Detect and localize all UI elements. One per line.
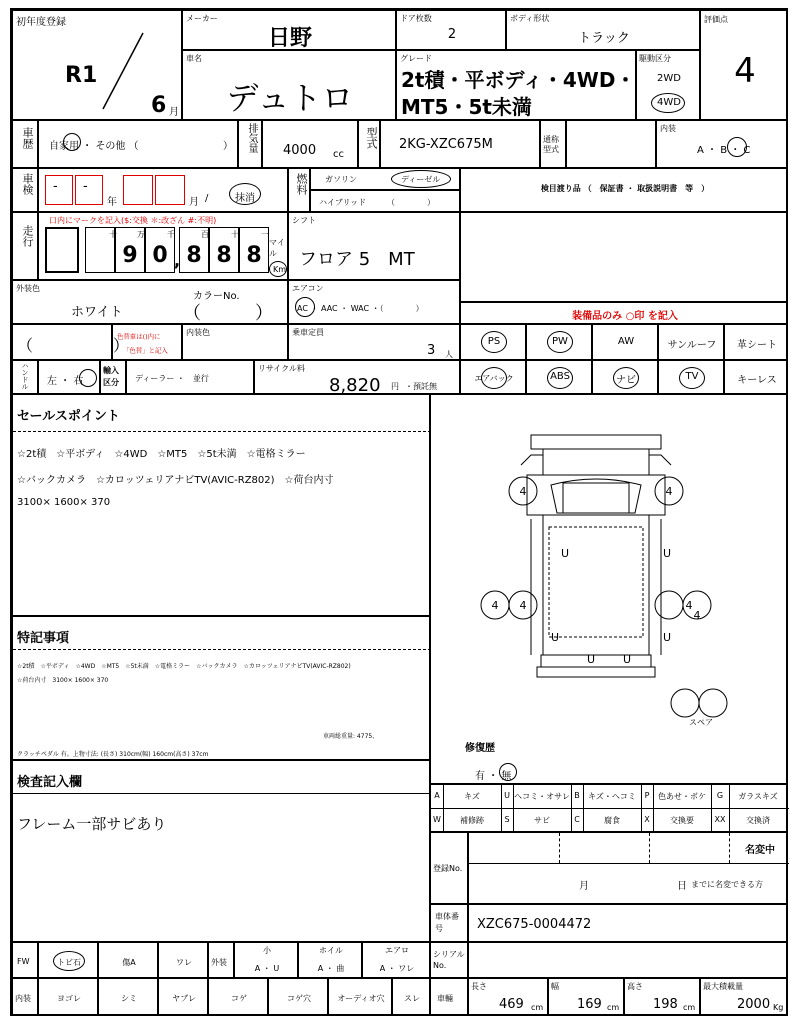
maker-cell <box>182 10 396 50</box>
sales-line3: 3100× 1600× 370 <box>17 497 111 508</box>
grade-cell <box>396 50 636 120</box>
interior-item-label: シミ <box>121 994 137 1003</box>
equip-navi-circle <box>613 367 639 389</box>
chassis-cell <box>468 904 788 942</box>
mileage-unit-3: 百 <box>201 230 209 239</box>
legend-1-4: C <box>574 815 580 824</box>
legend-1-7: 交換要 <box>670 816 694 825</box>
mileage-mile: マイル <box>269 238 285 258</box>
legend-0-0: A <box>434 791 440 800</box>
equip-ps-label: PS <box>487 336 501 347</box>
docs-area <box>460 212 788 302</box>
fuel-diesel: ディーゼル <box>401 175 441 184</box>
mileage-digit-0: 9 <box>122 243 138 268</box>
legend-1-5: 腐食 <box>604 816 620 825</box>
interior-item-5 <box>328 978 392 1016</box>
mileage-comma: , <box>174 251 181 270</box>
import-label: 輸入区分 <box>103 366 119 387</box>
registration-month: 月 <box>579 881 589 892</box>
car-name-label: 車名 <box>186 54 202 63</box>
model-cell <box>380 120 540 168</box>
diagram-cell <box>430 394 788 784</box>
interior-item-label: コゲ <box>231 994 247 1003</box>
reg-slash <box>98 31 148 111</box>
inspection-expired: 抹消 <box>235 193 255 204</box>
dims-length <box>468 978 548 1016</box>
check-title: 検査記入欄 <box>17 775 83 790</box>
legend-1-0: W <box>433 815 441 824</box>
interior-item-2 <box>158 978 208 1016</box>
auction-sheet <box>10 8 788 1016</box>
score-label: 評価点 <box>704 15 728 24</box>
exterior-color-cell <box>12 280 288 324</box>
fuel-other: （ ） <box>387 198 435 207</box>
registration-cell <box>12 10 182 120</box>
special-line1: ☆2t積 ☆平ボディ ☆4WD ☆MT5 ☆5t未満 ☆電格ミラー ☆バックカメラ ☆カロッツェリアナビTV(AVIC-RZ802) <box>17 663 351 670</box>
mark-1: 4 <box>665 485 673 498</box>
dims-length-unit: cm <box>531 1003 544 1012</box>
serial-cell <box>468 942 788 978</box>
fw-item-0-label: トビ石 <box>57 958 81 967</box>
exterior-small <box>234 942 298 978</box>
sales-title: セールスポイント <box>17 409 120 424</box>
dims-height-unit: cm <box>683 1003 696 1012</box>
dims-load-unit: Kg <box>773 1003 784 1012</box>
equip-navi <box>592 360 658 394</box>
fuel-label-cell <box>288 168 310 212</box>
equip-title-cell <box>460 302 788 324</box>
mileage-unit-4: 十 <box>231 230 239 239</box>
color-change-note2: 「色替」と記入 <box>123 346 168 355</box>
dims-load-value: 2000 <box>737 997 771 1012</box>
mark-5: 4 <box>519 599 527 612</box>
interior-item-0 <box>38 978 98 1016</box>
equip-pw-label: PW <box>552 336 568 347</box>
handle-value: 左 ・ 右 <box>47 376 84 387</box>
exterior-small-label: 小 <box>263 946 271 955</box>
displacement-label: 排気量 <box>246 123 257 153</box>
score-cell <box>700 10 788 120</box>
mark-11: U <box>622 653 632 666</box>
handle-circle <box>79 369 97 387</box>
capacity-value: 3 <box>427 343 436 358</box>
dims-width-label: 幅 <box>551 982 559 991</box>
registration-cell <box>468 832 788 904</box>
color-no-label: カラーNo. <box>193 291 240 302</box>
history-value: 自家用 ・ その他 （ <box>49 141 139 152</box>
dims-load-label: 最大積載量 <box>703 982 743 991</box>
serial-label-cell <box>430 942 468 978</box>
grade-label: グレード <box>400 54 432 63</box>
legend-1-9: 交換済 <box>746 816 770 825</box>
inspection-dash-2: - <box>83 179 88 194</box>
docs-label: 検目渡り品 （ 保証書 ・ 取扱説明書 等 ） <box>540 184 710 193</box>
dims-width <box>548 978 624 1016</box>
reg-month-unit: 月 <box>169 107 179 118</box>
handle-label: ハンドル <box>21 362 29 390</box>
dims-height-value: 198 <box>653 997 678 1012</box>
drive-cell <box>636 50 700 120</box>
interior-row-label-cell <box>12 978 38 1016</box>
dims-height-label: 高さ <box>627 982 643 991</box>
score-value: 4 <box>734 51 756 91</box>
equip-pw-circle <box>547 331 573 353</box>
displacement-value: 4000 <box>283 143 317 158</box>
legend-0-2: U <box>504 791 510 800</box>
interior-row-label: 内装 <box>15 994 31 1003</box>
interior-grade-cell <box>656 120 788 168</box>
special-divider <box>13 649 431 650</box>
maker-label: メーカー <box>186 14 218 23</box>
serial-label: シリアルNo. <box>433 950 465 970</box>
inspection-label: 車検 <box>21 173 34 195</box>
interior-item-label: ヤブレ <box>172 994 196 1003</box>
inspection-label-cell <box>12 168 38 212</box>
registration-day: 日 <box>677 881 687 892</box>
legend-0-4: B <box>574 791 580 800</box>
interior-color-cell <box>182 324 288 360</box>
reg-sep-1 <box>559 833 560 863</box>
handle-cell <box>38 360 100 394</box>
equip-airbag <box>460 360 526 394</box>
dims-label-cell <box>430 978 468 1016</box>
equip-keyless-label: キーレス <box>737 375 777 386</box>
interior-item-4 <box>268 978 328 1016</box>
chassis-value: XZC675-0004472 <box>477 917 592 932</box>
recycle-cell <box>254 360 460 394</box>
legend-1-1: 補修跡 <box>460 816 484 825</box>
interior-item-label: コゲ穴 <box>287 994 311 1003</box>
history-circle <box>63 133 81 151</box>
shift-cell <box>288 212 460 280</box>
equip-airbag-circle <box>481 367 507 389</box>
special-title: 特記事項 <box>17 631 70 646</box>
equip-ps-circle <box>481 331 507 353</box>
fuel-row2 <box>310 190 460 212</box>
reg-month: 6 <box>151 93 167 118</box>
check-cell <box>12 760 430 942</box>
inspection-box-4 <box>155 175 185 205</box>
history-cell <box>38 120 238 168</box>
interior-circle <box>727 137 747 157</box>
dims-length-value: 469 <box>499 997 524 1012</box>
ac-circle <box>295 297 315 317</box>
reg-label: 初年度登録 <box>16 17 66 28</box>
mileage-label-cell <box>12 212 38 280</box>
model-label-cell <box>358 120 380 168</box>
fw-item-1 <box>98 942 158 978</box>
equip-aw-label: AW <box>617 336 635 347</box>
sales-divider <box>13 431 431 432</box>
legend-0-5: キズ・ヘコミ <box>588 792 636 801</box>
color-change-note1: 色替車は()内に <box>117 332 161 341</box>
fw-item-0-circle <box>53 951 85 971</box>
fw-label-cell <box>12 942 38 978</box>
displacement-label-cell <box>238 120 262 168</box>
mark-4: 4 <box>491 599 499 612</box>
exterior-color-label: 外装色 <box>16 284 40 293</box>
equip-tv-circle <box>679 367 705 389</box>
drive-2wd: 2WD <box>657 73 681 84</box>
exterior-aero-value: A ・ ワレ <box>379 964 415 973</box>
ac-value: AC ・ AAC ・ WAC ・（ ） <box>297 304 424 313</box>
inspection-dash-1: - <box>53 179 58 194</box>
interior-color-label: 内装色 <box>186 328 210 337</box>
displacement-cell <box>262 120 358 168</box>
ac-cell <box>288 280 460 324</box>
color-no-value: （ ） <box>183 303 273 324</box>
drive-label: 駆動区分 <box>639 54 671 63</box>
equip-ps <box>460 324 526 360</box>
displacement-unit: cc <box>333 149 344 160</box>
mileage-digit-3: 8 <box>216 243 232 268</box>
fuel-gasoline: ガソリン <box>325 175 357 184</box>
mileage-unit-5: 一 <box>261 230 269 239</box>
exterior-aero-label: エアロ <box>385 946 409 955</box>
inspection-circle <box>229 183 261 205</box>
dims-length-label: 長さ <box>471 982 487 991</box>
legend-0-7: 色あせ・ボケ <box>658 792 706 801</box>
mark-10: U <box>586 653 596 666</box>
maker-value: 日野 <box>267 26 312 51</box>
check-divider <box>13 793 431 794</box>
repair-circle <box>499 763 517 781</box>
interior-item-6 <box>392 978 430 1016</box>
shift-value: フロア 5 MT <box>299 249 415 270</box>
reg-sep-3 <box>729 833 730 863</box>
inspection-box-3 <box>123 175 153 205</box>
mark-8: U <box>550 631 560 644</box>
legend-divider <box>431 808 789 809</box>
mileage-digit-2: 8 <box>186 243 202 268</box>
common-model-value-cell <box>566 120 656 168</box>
car-name-cell <box>182 50 396 120</box>
color-change-cell <box>12 324 130 360</box>
mileage-km-circle <box>269 261 287 277</box>
body-type-value: トラック <box>578 31 630 46</box>
special-gross: 車両総重量: 4775、 <box>323 733 379 740</box>
legend-0-3: ヘコミ・オサレ <box>514 792 570 801</box>
interior-options: A ・ B ・ C <box>697 145 751 156</box>
color-change-paren: （ ） <box>17 336 130 355</box>
registration-label-cell <box>430 832 468 904</box>
interior-item-label: ヨゴレ <box>57 994 81 1003</box>
exterior-color-value: ホワイト <box>71 305 123 320</box>
inspection-cell <box>38 168 288 212</box>
special-cell <box>12 616 430 760</box>
dims-load <box>700 978 788 1016</box>
chassis-label: 車体番号 <box>435 912 459 933</box>
equip-navi-label: ナビ <box>616 375 636 386</box>
color-change-note-cell <box>112 324 182 360</box>
legend-0-1: キズ <box>464 792 480 801</box>
import-cell <box>126 360 254 394</box>
mileage-unit-0: 十 <box>109 230 117 239</box>
capacity-label: 乗車定員 <box>292 328 324 337</box>
equip-abs-circle <box>547 367 573 389</box>
common-model-cell <box>540 120 566 168</box>
inspection-month: 月 <box>189 197 199 208</box>
capacity-unit: 人 <box>445 350 453 359</box>
model-label: 型式 <box>365 127 378 149</box>
registration-divider <box>469 863 789 864</box>
legend-0-9: ガラスキズ <box>738 792 778 801</box>
fuel-hybrid: ハイブリッド <box>319 198 367 207</box>
dims-label: 車輛 <box>437 994 453 1003</box>
legend-cell <box>430 784 788 832</box>
sales-cell <box>12 394 430 616</box>
history-label-cell <box>12 120 38 168</box>
capacity-cell <box>288 324 460 360</box>
fw-item-2 <box>158 942 208 978</box>
doors-value: 2 <box>447 27 457 42</box>
repair-value: 有 ・ 無 <box>475 771 512 782</box>
fuel-label: 燃料 <box>295 173 308 195</box>
interior-item-1 <box>98 978 158 1016</box>
check-value: フレーム一部サビあり <box>17 815 167 833</box>
inspection-slash: / <box>205 193 209 204</box>
recycle-unit: 円 <box>391 382 399 391</box>
exterior-wheel-value: A ・ 曲 <box>317 964 345 973</box>
import-label-cell <box>100 360 126 394</box>
drive-4wd: 4WD <box>657 97 681 108</box>
inspection-box-1 <box>45 175 73 205</box>
grade-line2: MT5・5t未満 <box>401 95 532 119</box>
registration-name-change: 名変中 <box>745 845 775 856</box>
mileage-unit-2: 千 <box>167 230 175 239</box>
legend-1-6: X <box>644 815 650 824</box>
inspection-box-2 <box>75 175 103 205</box>
fw-item-2-label: ワレ <box>176 958 192 967</box>
fw-label: FW <box>17 957 30 966</box>
mileage-mark-box <box>45 227 79 273</box>
equip-sunroof-label: サンルーフ <box>667 340 717 351</box>
special-line2: ☆荷台内寸 3100× 1600× 370 <box>17 677 109 684</box>
ac-label: エアコン <box>292 284 324 293</box>
fuel-row1 <box>310 168 460 190</box>
equip-aw <box>592 324 658 360</box>
equip-abs-label: ABS <box>550 371 570 382</box>
registration-deadline: までに名変できる方 <box>691 880 763 889</box>
interior-item-3 <box>208 978 268 1016</box>
legend-1-2: S <box>504 815 510 824</box>
equip-abs <box>526 360 592 394</box>
equip-leather-label: 革シート <box>737 340 777 351</box>
recycle-note: ・預託無 <box>405 382 437 391</box>
handle-label-cell <box>12 360 38 394</box>
registration-label: 登録No. <box>433 864 463 873</box>
fw-item-0 <box>38 942 98 978</box>
legend-1-8: XX <box>714 815 726 824</box>
import-value: ディーラー ・ 並行 <box>135 374 209 383</box>
mileage-digit-1: 0 <box>152 243 168 268</box>
model-value: 2KG-XZC675M <box>399 137 493 152</box>
mileage-digit-4: 8 <box>246 243 262 268</box>
mark-6: 4 <box>685 599 693 612</box>
body-type-label: ボディ形状 <box>510 14 550 23</box>
equip-tv <box>658 360 724 394</box>
fw-item-1-label: 傷A <box>122 958 136 967</box>
legend-0-6: P <box>644 791 650 800</box>
equip-title: 装備品のみ ○印 を記入 <box>572 311 678 322</box>
mileage-unit-1: 万 <box>137 230 145 239</box>
mark-3: U <box>662 547 672 560</box>
doors-cell <box>396 10 506 50</box>
interior-label: 内装 <box>660 124 676 133</box>
docs-cell <box>460 168 788 212</box>
recycle-label: リサイクル料 <box>258 364 305 373</box>
sales-line2: ☆バックカメラ ☆カロッツェリアナビTV(AVIC-RZ802) ☆荷台内寸 <box>17 475 334 486</box>
repair-label: 修復歴 <box>465 743 495 754</box>
chassis-label-cell <box>430 904 468 942</box>
equip-keyless <box>724 360 788 394</box>
equip-pw <box>526 324 592 360</box>
exterior-wheel <box>298 942 362 978</box>
dims-height <box>624 978 700 1016</box>
exterior-aero <box>362 942 430 978</box>
mark-9: U <box>662 631 672 644</box>
reg-era: R1 <box>65 63 98 88</box>
mark-7: 4 <box>693 609 701 622</box>
car-name-value: デュトロ <box>226 79 354 117</box>
equip-airbag-label: エアバック <box>474 374 514 383</box>
equip-sunroof <box>658 324 724 360</box>
mileage-note: 口内にマークを記入($:交換 ＊:改ざん #:不明) <box>49 216 217 225</box>
dims-width-value: 169 <box>577 997 602 1012</box>
history-close: ） <box>223 141 233 152</box>
sales-line1: ☆2t積 ☆平ボディ ☆4WD ☆MT5 ☆5t未満 ☆電格ミラー <box>17 449 306 460</box>
history-label: 車歴 <box>21 127 34 149</box>
interior-item-label: スレ <box>404 994 420 1003</box>
dims-width-unit: cm <box>607 1003 620 1012</box>
inspection-year: 年 <box>107 197 117 208</box>
mileage-cell <box>38 212 288 280</box>
legend-1-3: サビ <box>534 816 550 825</box>
exterior-label: 外装 <box>211 958 227 967</box>
body-type-cell <box>506 10 700 50</box>
exterior-small-value: A ・ U <box>254 964 280 973</box>
common-model-label: 通称型式 <box>543 135 559 154</box>
legend-0-8: G <box>716 791 724 800</box>
truck-diagram <box>431 395 789 735</box>
spare-label: スペア <box>689 718 713 727</box>
interior-item-label: オーディオ穴 <box>337 994 385 1003</box>
exterior-wheel-label: ホイル <box>319 946 343 955</box>
mark-0: 4 <box>519 485 527 498</box>
mileage-label: 走行 <box>21 225 34 247</box>
equip-leather <box>724 324 788 360</box>
reg-sep-2 <box>649 833 650 863</box>
doors-label: ドア枚数 <box>400 14 432 23</box>
fuel-circle <box>391 170 451 188</box>
special-clutch: クラッチペダル 有。上物寸法: (長さ) 310cm(幅) 160cm(高さ) 37cm <box>17 751 209 758</box>
exterior-label-cell <box>208 942 234 978</box>
recycle-value: 8,820 <box>329 375 381 396</box>
mark-2: U <box>560 547 570 560</box>
shift-label: シフト <box>292 216 316 225</box>
grade-line1: 2t積・平ボディ・4WD・ <box>401 68 636 92</box>
equip-tv-label: TV <box>685 371 699 382</box>
mileage-km: Km <box>273 265 287 274</box>
